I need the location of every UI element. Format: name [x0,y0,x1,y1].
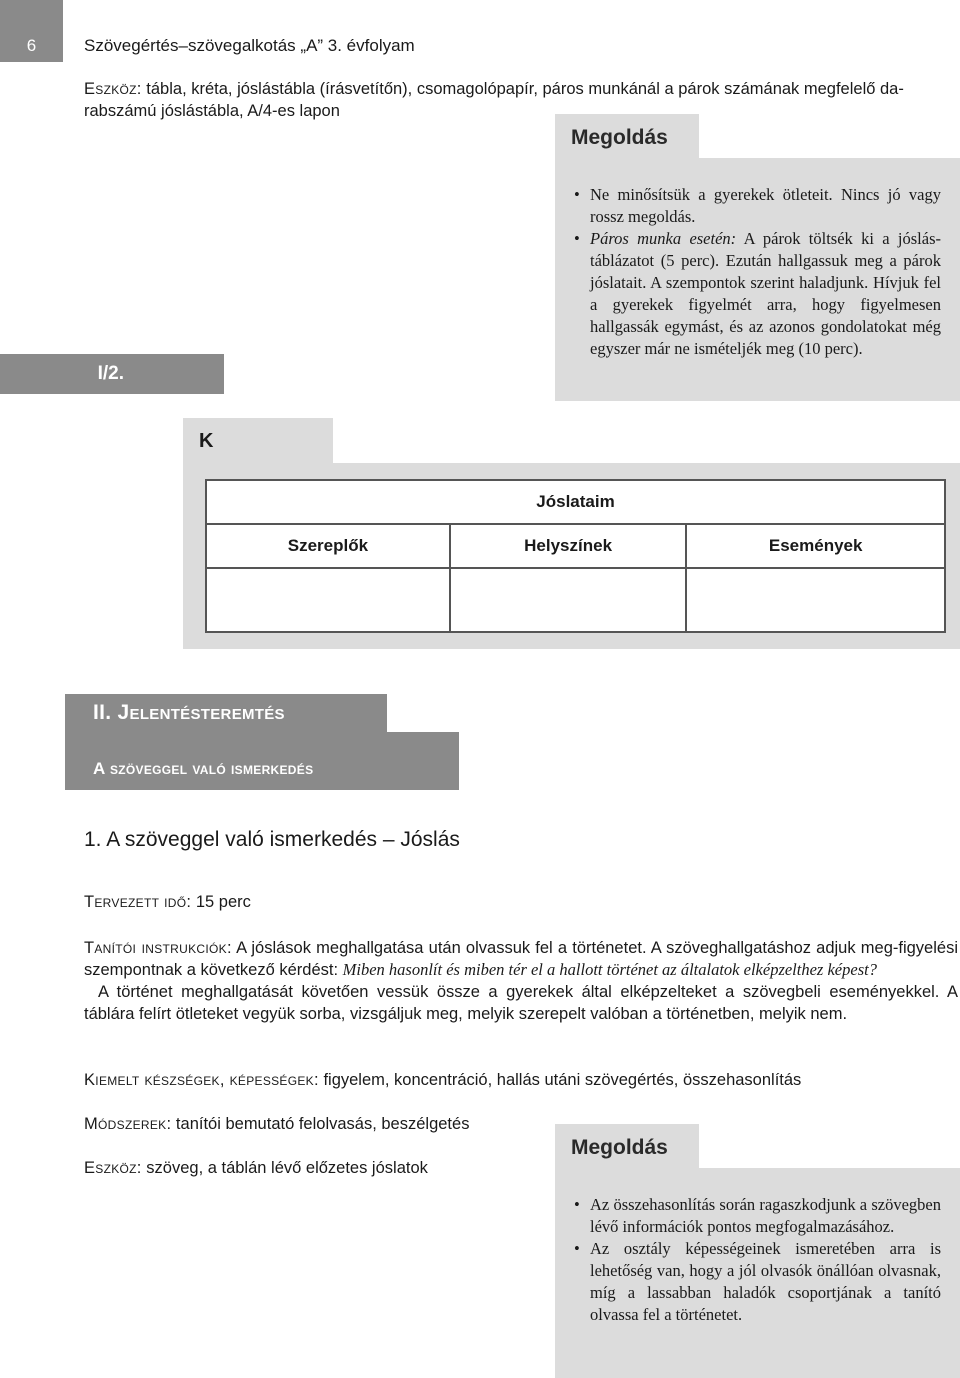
solution-title-2: Megoldás [571,1136,668,1159]
table-cell-empty [206,568,450,632]
methods-value: tanítói bemutató felolvasás, beszélgetés [171,1115,470,1133]
column-header-places: Helyszínek [450,524,686,568]
instructions-label: Tanítói instrukciók: [84,939,232,957]
section-marker: I/2. [0,354,224,394]
page-number: 6 [26,36,37,55]
tools [84,1157,428,1179]
solution-box-1 [555,158,960,401]
column-header-events: Események [686,524,945,568]
prediction-table [205,479,946,633]
instructions-paragraph-2: A történet meghallgatását követően vessük össze a gyerekek által elképzelteket a szövegbeli eseményekkel. A táblára felírt ötleteket vegyük sorba, vizsgáljuk meg, melyik szerepelt valóban a történetben, melyik nem. [84,983,958,1023]
eszkoz-text: tábla, kréta, jóslástábla (írásvetítőn), csomagolópapír, páros munkánál a párok számának megfelelő da-rabszámú jóslástábla, A/4-es lapon [84,80,904,120]
pair-work-label: Páros munka esetén: [590,229,737,248]
planned-time-value: 15 perc [191,893,251,911]
section-2-title: II. Jelentésteremtés [65,694,387,732]
instructions-text: A jóslások meghallgatása után olvassuk fel a történetet. A szöveghallgatáshoz adjuk meg-figyelési szempontnak a következő kérdést: [84,939,958,979]
methods-label: Módszerek: [84,1115,172,1133]
running-header: Szövegértés–szövegalkotás „A” 3. évfolyam [84,36,415,55]
solution-1-bullet-2-text: A párok töltsék ki a jóslás-táblázatot (5 perc). Ezután hallgassuk meg a párok jóslatait. A szempontok szerint haladjunk. Hívjuk fel a gyerekek figyelmét arra, hogy figyelmesen hallgassák egymást, és az azonos gondolatokat még egyszer már ne ismételjék meg (10 perc). [590,229,942,358]
table-cell-empty [450,568,686,632]
task-title: 1. A szöveggel való ismerkedés – Jóslás [84,828,460,851]
eszkoz-label: Eszköz: [84,80,142,98]
solution-2-bullet-2: • Az osztály képességeinek ismeretében arra is lehetőség van, hogy a jól olvasók önállóan olvasnak, míg a lassabban haladók csoportjának a tanító olvassa fel a történetet. [574,1238,941,1326]
planned-time [84,891,251,913]
key-skills [84,1069,801,1091]
tools-label: Eszköz: [84,1159,142,1177]
section-2-subtitle: A szöveggel való ismerkedés [65,732,459,790]
k-label: K [199,430,214,452]
key-skills-label: Kiemelt készségek, képességek: [84,1071,319,1089]
teacher-instructions [84,937,958,1025]
key-skills-value: figyelem, koncentráció, hallás utáni szövegértés, összehasonlítás [318,1071,802,1089]
solution-title-1: Megoldás [571,126,668,149]
eszkoz-paragraph-top [84,78,954,122]
table-cell-empty [686,568,945,632]
methods [84,1113,469,1135]
solution-1-bullet-1: • Ne minősítsük a gyerekek ötleteit. Nincs jó vagy rossz megoldás. [574,184,941,228]
instructions-question: Miben hasonlít és miben tér el a hallott történet az általatok elképzelthez képest? [342,960,877,979]
column-header-characters: Szereplők [206,524,450,568]
solution-1-bullet-2 [574,228,941,360]
solution-2-bullet-1: • Az összehasonlítás során ragaszkodjunk a szövegben lévő információk pontos megfogalmazásához. [574,1194,941,1238]
planned-time-label: Tervezett idő: [84,893,192,911]
tools-value: szöveg, a táblán lévő előzetes jóslatok [141,1159,428,1177]
prediction-table-title: Jóslataim [206,480,945,524]
solution-box-2 [555,1168,960,1378]
